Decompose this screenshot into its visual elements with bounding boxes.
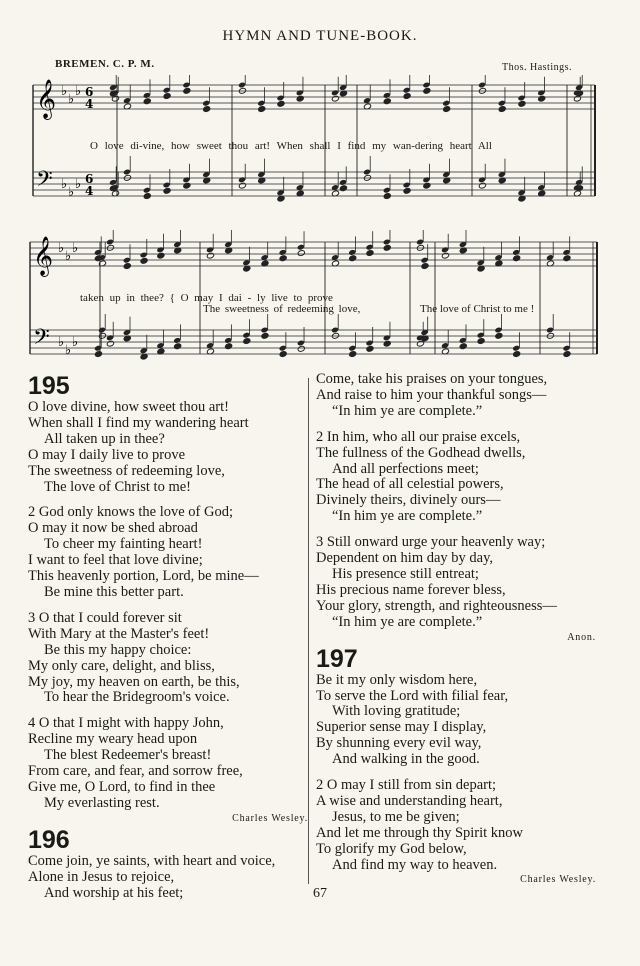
verse-line: And all perfections meet; — [332, 460, 479, 477]
note-head — [163, 187, 171, 194]
verse-line: “In him ye are complete.” — [332, 508, 483, 525]
verse-line: O may it now be shed abroad — [28, 520, 198, 537]
note-head — [174, 343, 182, 350]
note-head — [279, 351, 287, 358]
verse-line: Be this my happy choice: — [44, 641, 192, 658]
verse-line: I want to feel that love divine; — [28, 552, 203, 569]
note-head — [339, 185, 347, 192]
lyric-line-2b: The sweetness of redeeming love, — [203, 303, 361, 315]
verse-line: To glorify my God below, — [316, 840, 467, 857]
verse-line: My joy, my heaven on earth, be this, — [28, 673, 240, 690]
verse-line: “In him ye are complete.” — [332, 402, 483, 419]
verse-line: 4 O that I might with happy John, — [28, 715, 224, 732]
note-head — [297, 345, 305, 352]
flat-sign: ♭ — [61, 84, 68, 99]
lyric-line-1: O love di-vine, how sweet thou art! When shall I find my wan-dering heart All — [90, 140, 492, 152]
note-head — [383, 244, 391, 251]
tune-composer: Thos. Hastings. — [502, 62, 572, 73]
note-head — [94, 255, 102, 262]
flat-sign: ♭ — [75, 84, 82, 99]
verse-line: O love divine, how sweet thou art! — [28, 399, 229, 415]
note-head — [403, 187, 411, 194]
verse-line: Alone in Jesus to rejoice, — [28, 868, 175, 885]
time-signature: 4 — [85, 184, 94, 198]
flat-sign: ♭ — [72, 335, 79, 350]
verse-line: 2 O may I still from sin depart; — [316, 777, 497, 794]
verse-line: 3 Still onward urge your heavenly way; — [316, 534, 546, 551]
note-head — [143, 193, 151, 200]
verse-line: His precious name forever bless, — [316, 581, 506, 598]
verse-line: Recline my weary head upon — [28, 731, 198, 748]
verse-line: Dependent on him day by day, — [316, 550, 494, 567]
verse-line: Superior sense may I display, — [316, 719, 487, 736]
verse-line: To cheer my fainting heart! — [44, 536, 203, 553]
verse-line: The blest Redeemer's breast! — [44, 747, 212, 764]
note-head — [123, 263, 131, 270]
verse-line: 2 God only knows the love of God; — [28, 504, 233, 521]
page-number: 67 — [313, 886, 327, 901]
note-head — [183, 182, 191, 189]
verse-line: And worship at his feet; — [44, 884, 184, 901]
note-head — [518, 100, 526, 107]
note-head — [157, 252, 165, 259]
hymn-number: 195 — [28, 372, 70, 400]
lyric-line-2c: The love of Christ to me ! — [420, 303, 535, 315]
note-head — [423, 87, 431, 94]
note-head — [183, 87, 191, 94]
lyric-line-2a: taken up in thee? { O may I dai - ly live to prove — [80, 292, 333, 304]
note-head — [423, 182, 431, 189]
bass-clef: 𝄢 — [36, 167, 53, 197]
note-head — [143, 98, 151, 105]
verse-line: Give me, O Lord, to find in thee — [28, 778, 216, 795]
note-head — [563, 351, 571, 358]
note-head — [513, 351, 521, 358]
note-head — [94, 351, 102, 358]
note-head — [277, 100, 285, 107]
time-signature: 4 — [85, 97, 94, 111]
verse-line: And raise to him your thankful songs— — [316, 386, 547, 403]
verse-line: Come, take his praises on your tongues, — [316, 371, 548, 387]
flat-sign: ♭ — [65, 343, 72, 358]
note-head — [383, 98, 391, 105]
page-header: HYMN AND TUNE-BOOK. — [222, 28, 418, 44]
verse-line: All taken up in thee? — [44, 430, 165, 447]
hymn-column-right — [316, 372, 606, 887]
note-head — [296, 95, 304, 102]
verse-line: With Mary at the Master's feet! — [28, 625, 210, 642]
verse-line: To serve the Lord with filial fear, — [316, 687, 509, 704]
note-head — [443, 106, 451, 113]
verse-line: Jesus, to me be given; — [332, 808, 460, 825]
note-head — [206, 252, 214, 259]
verse-line: My everlasting rest. — [44, 794, 160, 811]
flat-sign: ♭ — [75, 177, 82, 192]
verse-line: My only care, delight, and bliss, — [28, 657, 215, 674]
note-head — [225, 343, 233, 350]
note-head — [261, 332, 269, 339]
hymn-number: 196 — [28, 825, 70, 854]
verse-line: And walking in the good. — [332, 751, 480, 768]
verse-line: And find my way to heaven. — [332, 856, 498, 873]
note-head — [538, 95, 546, 102]
note-head — [421, 263, 429, 270]
note-head — [279, 255, 287, 262]
note-head — [477, 338, 485, 345]
note-head — [163, 93, 171, 100]
hymn-author: Charles Wesley. — [232, 812, 308, 824]
verse-line: “In him ye are complete.” — [332, 613, 483, 630]
flat-sign: ♭ — [65, 249, 72, 264]
hymn-author: Charles Wesley. — [520, 874, 596, 886]
verse-line: And let me through thy Spirit know — [316, 824, 524, 841]
note-head — [459, 343, 467, 350]
note-head — [297, 250, 305, 257]
note-head — [495, 332, 503, 339]
note-head — [243, 338, 251, 345]
note-head — [331, 95, 339, 102]
treble-clef: 𝄞 — [36, 79, 57, 119]
verse-line: When shall I find my wandering heart — [28, 414, 249, 431]
note-head — [441, 252, 449, 259]
verse-line: The sweetness of redeeming love, — [28, 462, 225, 479]
note-head — [203, 106, 211, 113]
verse-line: The love of Christ to me! — [44, 478, 191, 495]
treble-clef: 𝄞 — [33, 236, 54, 276]
verse-line: Divinely theirs, divinely ours— — [316, 492, 501, 509]
note-head — [563, 255, 571, 262]
verse-line: 2 In him, who all our praise excels, — [316, 428, 521, 445]
note-head — [383, 193, 391, 200]
hymn-number: 197 — [316, 644, 358, 673]
flat-sign: ♭ — [72, 241, 79, 256]
flat-sign: ♭ — [58, 241, 65, 256]
tune-name: BREMEN. C. P. M. — [55, 58, 155, 70]
verse-line: Your glory, strength, and righteousness— — [316, 597, 557, 614]
verse-line: Be mine this better part. — [44, 583, 184, 600]
note-head — [238, 182, 246, 189]
hymn-column-left — [28, 372, 318, 901]
verse-line: To hear the Bridegroom's voice. — [44, 689, 230, 706]
flat-sign: ♭ — [58, 335, 65, 350]
verse-line: The head of all celestial powers, — [316, 476, 504, 493]
note-head — [498, 106, 506, 113]
hymn-author: Anon. — [567, 631, 596, 643]
note-head — [366, 250, 374, 257]
note-head — [106, 340, 114, 347]
verse-line: With loving gratitude; — [332, 703, 461, 720]
verse-line: This heavenly portion, Lord, be mine— — [28, 568, 259, 585]
note-head — [366, 345, 374, 352]
flat-sign: ♭ — [68, 92, 75, 107]
verse-line: A wise and understanding heart, — [316, 792, 503, 809]
verse-line: Come join, ye saints, with heart and voice, — [28, 852, 276, 869]
verse-line: His presence still entreat; — [332, 565, 479, 582]
note-head — [383, 340, 391, 347]
verse-line: 3 O that I could forever sit — [28, 609, 182, 626]
note-head — [258, 106, 266, 113]
flat-sign: ♭ — [61, 177, 68, 192]
verse-line: Be it my only wisdom here, — [316, 671, 478, 688]
note-head — [140, 257, 148, 264]
time-signature: 6 — [85, 85, 94, 99]
verse-line: By shunning every evil way, — [316, 735, 482, 752]
flat-sign: ♭ — [68, 185, 75, 200]
note-head — [513, 255, 521, 262]
verse-line: From care, and fear, and sorrow free, — [28, 763, 243, 780]
verse-line: O may I daily live to prove — [28, 446, 186, 463]
note-head — [403, 93, 411, 100]
time-signature: 6 — [85, 172, 94, 186]
note-head — [349, 255, 357, 262]
verse-line: The fullness of the Godhead dwells, — [316, 444, 526, 461]
note-head — [478, 182, 486, 189]
note-head — [349, 351, 357, 358]
bass-clef: 𝄢 — [33, 325, 50, 355]
